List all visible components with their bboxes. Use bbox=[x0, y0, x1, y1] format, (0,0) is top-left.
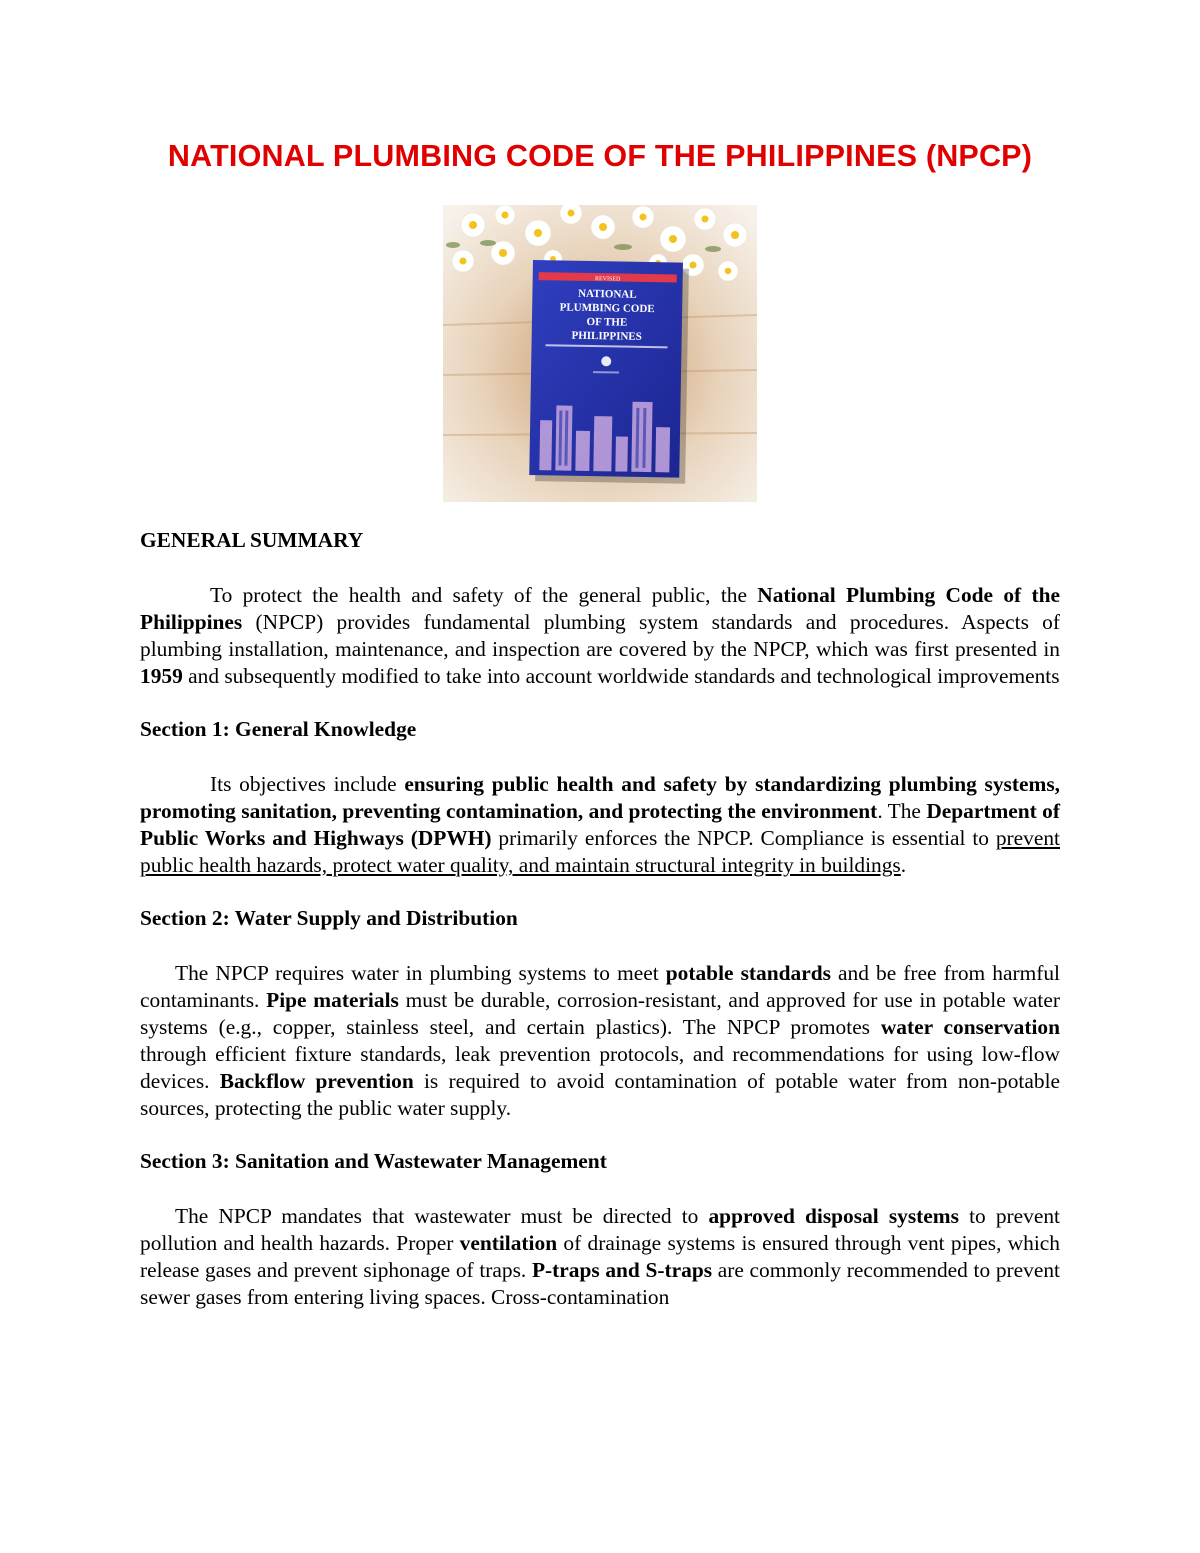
book-title-line-2: PLUMBING CODE bbox=[559, 301, 655, 316]
text-run: are commonly recommended to prevent sewer gases from entering living spaces. Cross-contamination bbox=[140, 1258, 1060, 1309]
text-run: Its objectives include bbox=[210, 772, 405, 796]
text-run: To protect the health and safety of the general public, the bbox=[210, 583, 758, 607]
section-3-paragraph bbox=[140, 1203, 1060, 1311]
text-run: must be durable, corrosion-resistant, and approved for use in potable water systems (e.g., copper, stainless steel, and certain plastics). The NPCP promotes bbox=[140, 988, 1060, 1039]
book-title-line-4: PHILIPPINES bbox=[571, 329, 642, 343]
text-run: of drainage systems is ensured through vent pipes, which release gases and prevent siphonage of traps. bbox=[140, 1231, 1060, 1282]
book-cover bbox=[529, 260, 689, 484]
text-run: is required to avoid contamination of potable water from non-potable sources, protecting the public water supply. bbox=[140, 1069, 1061, 1120]
text-run: primarily enforces the NPCP. Compliance is essential to bbox=[491, 826, 996, 850]
bold-text: Pipe materials bbox=[266, 988, 399, 1012]
section-1-heading: Section 1: General Knowledge bbox=[140, 717, 417, 741]
bold-text: Department of Public Works and Highways (DPWH) bbox=[140, 799, 1061, 850]
bold-text: National Plumbing Code of the Philippines bbox=[140, 583, 1060, 634]
bold-text: 1959 bbox=[140, 664, 183, 688]
bold-text: Backflow prevention bbox=[219, 1069, 414, 1093]
bold-text: P-traps and S-traps bbox=[531, 1258, 713, 1282]
text-run: (NPCP) provides fundamental plumbing system standards and procedures. Aspects of plumbing installation, maintenance, and inspection are covered by the NPCP, which was first presented in bbox=[140, 610, 1060, 661]
text-run: to prevent pollution and health hazards. Proper bbox=[140, 1204, 1060, 1255]
general-summary-paragraph bbox=[140, 582, 1060, 690]
text-run: . bbox=[900, 853, 907, 877]
section-2-heading: Section 2: Water Supply and Distribution bbox=[140, 906, 518, 930]
section-3-heading: Section 3: Sanitation and Wastewater Management bbox=[140, 1149, 607, 1173]
book-photo-image bbox=[443, 205, 757, 502]
book-title-line-1: NATIONAL bbox=[578, 287, 637, 301]
bold-text: water conservation bbox=[880, 1015, 1060, 1039]
text-run: The NPCP mandates that wastewater must be directed to bbox=[175, 1204, 709, 1228]
bold-text: approved disposal systems bbox=[708, 1204, 959, 1228]
text-run: and be free from harmful contaminants. bbox=[140, 961, 1060, 1012]
document-body bbox=[140, 527, 1060, 1311]
text-run: . The bbox=[877, 799, 927, 823]
document-title: NATIONAL PLUMBING CODE OF THE PHILIPPINES (NPCP) bbox=[167, 139, 1033, 173]
bold-text: ventilation bbox=[459, 1231, 558, 1255]
bold-text: potable standards bbox=[665, 961, 831, 985]
text-run: through efficient fixture standards, leak prevention protocols, and recommendations for using low-flow devices. bbox=[140, 1042, 1060, 1093]
section-2-paragraph bbox=[140, 960, 1060, 1122]
section-1-paragraph bbox=[140, 771, 1060, 879]
bold-text: ensuring public health and safety by standardizing plumbing systems, promoting sanitation, preventing contamination, and protecting the environment bbox=[140, 772, 1060, 823]
general-summary-heading: GENERAL SUMMARY bbox=[140, 528, 364, 552]
text-run: The NPCP requires water in plumbing systems to meet bbox=[175, 961, 666, 985]
book-revised-text: REVISED bbox=[594, 276, 621, 283]
text-run: and subsequently modified to take into account worldwide standards and technological improvements bbox=[182, 664, 1060, 688]
book-title-line-3: OF THE bbox=[586, 315, 628, 329]
underlined-text: prevent public health hazards, protect water quality, and maintain structural integrity in buildings bbox=[140, 826, 1060, 877]
book-photo bbox=[443, 205, 757, 502]
